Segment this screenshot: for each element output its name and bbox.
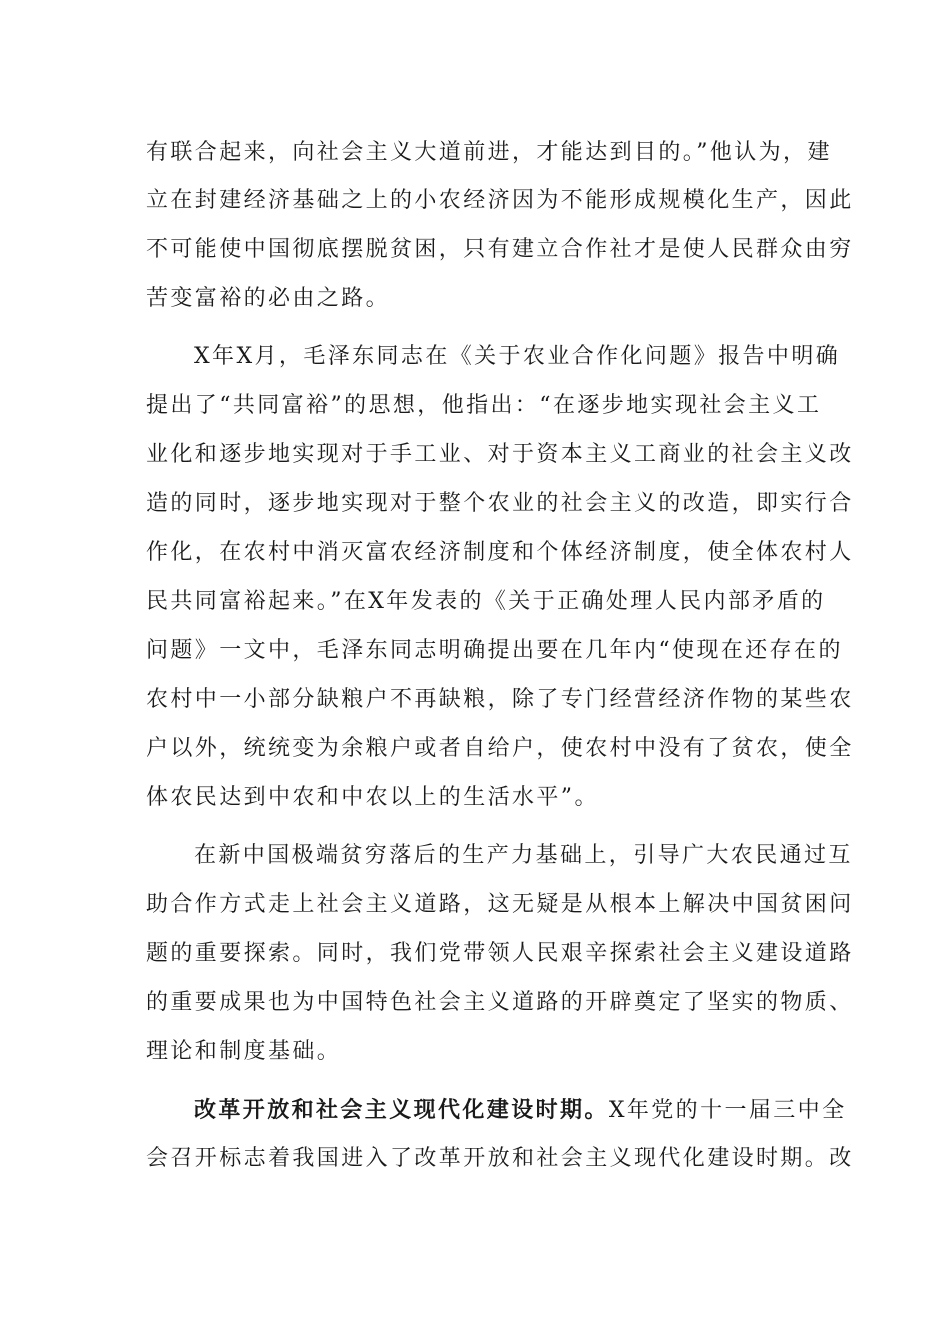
text-line: 苦变富裕的必由之路。: [146, 286, 391, 311]
text-line: 有联合起来，向社会主义大道前进，才能达到目的。”他认为，建: [146, 140, 832, 165]
text-line: 业化和逐步地实现对于手工业、对于资本主义工商业的社会主义改: [146, 442, 854, 467]
text-line: 体农民达到中农和中农以上的生活水平”。: [146, 785, 599, 810]
text-line: 户以外，统统变为余粮户或者自给户，使农村中没有了贫农，使全: [146, 736, 854, 761]
text-line: 会召开标志着我国进入了改革开放和社会主义现代化建设时期。改: [146, 1146, 854, 1171]
section-heading: 改革开放和社会主义现代化建设时期。: [194, 1097, 609, 1123]
text-line: 提出了“共同富裕”的思想，他指出：“在逐步地实现社会主义工: [146, 393, 822, 418]
text-line: 的重要成果也为中国特色社会主义道路的开辟奠定了坚实的物质、: [146, 990, 854, 1015]
text-line: 立在封建经济基础之上的小农经济因为不能形成规模化生产，因此: [146, 188, 854, 213]
text-line: 民共同富裕起来。”在X年发表的《关于正确处理人民内部矛盾的: [146, 589, 826, 614]
text-line: 在新中国极端贫穷落后的生产力基础上，引导广大农民通过互: [194, 843, 853, 868]
text-line: 农村中一小部分缺粮户不再缺粮，除了专门经营经济作物的某些农: [146, 687, 854, 712]
text-line: 问题》一文中，毛泽东同志明确提出要在几年内“使现在还存在的: [146, 638, 843, 663]
text-span: X年党的十一届三中全: [608, 1098, 847, 1123]
text-line: 造的同时，逐步地实现对于整个农业的社会主义的改造，即实行合: [146, 491, 854, 516]
text-line: X年X月，毛泽东同志在《关于农业合作化问题》报告中明确: [194, 344, 841, 369]
text-line: [194, 1095, 846, 1125]
text-line: 不可能使中国彻底摆脱贫困，只有建立合作社才是使人民群众由穷: [146, 237, 854, 262]
text-line: 理论和制度基础。: [146, 1039, 342, 1064]
text-line: 作化，在农村中消灭富农经济制度和个体经济制度，使全体农村人: [146, 540, 854, 565]
text-line: 题的重要探索。同时，我们党带领人民艰辛探索社会主义建设道路: [146, 941, 854, 966]
text-line: 助合作方式走上社会主义道路，这无疑是从根本上解决中国贫困问: [146, 892, 854, 917]
